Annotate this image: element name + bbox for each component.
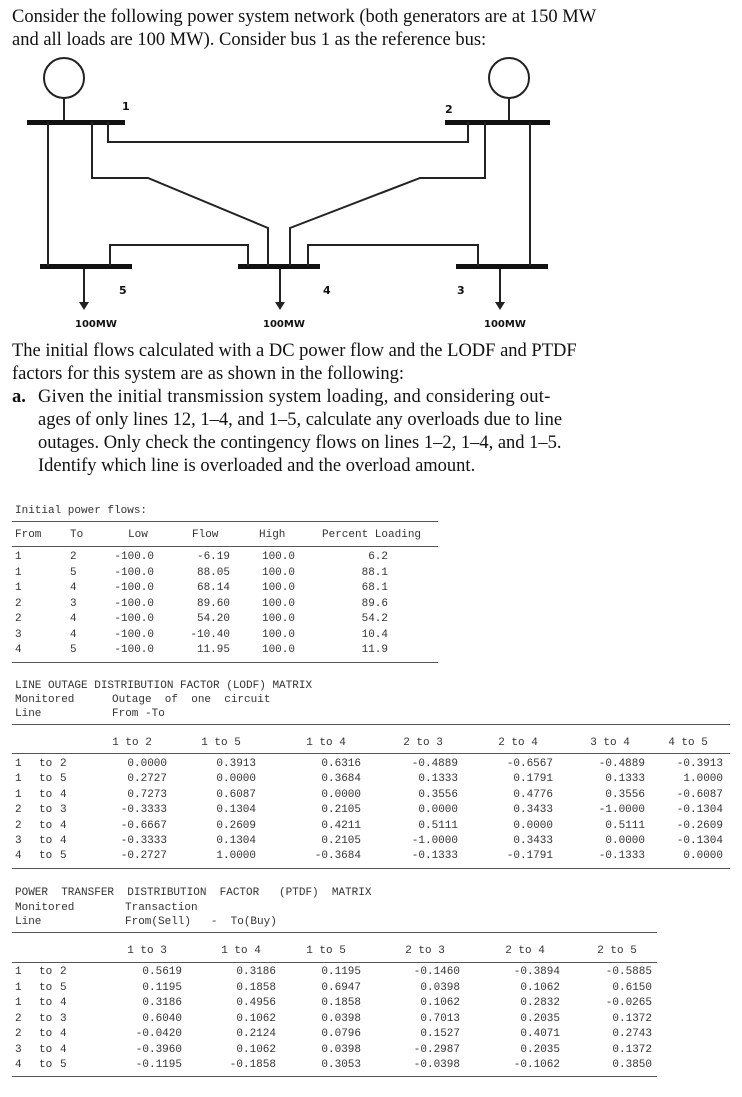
- ptdf-row-from: 1: [15, 966, 22, 978]
- lodf-cell: -0.4889: [411, 758, 458, 770]
- ptdf-cell: 0.2035: [520, 1043, 560, 1056]
- load-label-bus4: 100MW: [263, 319, 305, 330]
- ptdf-cell: -0.3960: [135, 1043, 182, 1056]
- ptdf-row-from: 1: [15, 997, 22, 1009]
- question-a: [12, 386, 732, 478]
- divider: [12, 868, 730, 869]
- ptdf-row-to-word: to: [39, 966, 53, 978]
- initial-flows-cell: 11.9: [361, 644, 388, 656]
- lodf-cell: 0.7273: [127, 788, 167, 801]
- initial-flows-cell: 100.0: [261, 644, 295, 656]
- initial-flows-cell: 2: [70, 551, 77, 563]
- lodf-cell: 0.3433: [513, 835, 553, 847]
- initial-flows-header: Low: [128, 529, 148, 541]
- divider: [12, 546, 438, 547]
- lodf-cell: -0.6567: [506, 758, 553, 770]
- transmission-lines: [48, 122, 530, 266]
- lodf-cell: -0.1304: [676, 804, 723, 817]
- initial-flows-cell: -100.0: [114, 551, 154, 563]
- ptdf-cell: 0.3850: [612, 1059, 652, 1071]
- para1-line-1: The initial flows calculated with a DC power flow and the LODF and PTDF: [12, 341, 577, 361]
- initial-flows-cell: 3: [70, 597, 77, 610]
- initial-flows-cell: 100.0: [261, 551, 295, 563]
- lodf-column-header: 3 to 4: [590, 737, 630, 749]
- ptdf-row-from: 1: [15, 981, 22, 994]
- ptdf-cell: 0.4956: [236, 997, 276, 1009]
- lodf-row-to: 5: [60, 850, 67, 863]
- ptdf-cell: 0.3186: [236, 966, 276, 978]
- ptdf-transaction: Transaction: [125, 902, 198, 914]
- ptdf-cell: 0.3186: [142, 997, 182, 1009]
- ptdf-row-from: 2: [15, 1012, 22, 1025]
- bus-1-bar: [27, 120, 125, 125]
- lodf-cell: 0.2609: [216, 819, 256, 832]
- ptdf-line: Line: [15, 916, 42, 928]
- lodf-row-to-word: to: [39, 835, 53, 847]
- lodf-row-to: 5: [60, 773, 67, 786]
- initial-flows-cell: 1: [15, 551, 22, 563]
- ptdf-row-to: 3: [60, 1012, 67, 1025]
- ptdf-cell: 0.6150: [612, 981, 652, 994]
- initial-flows-cell: 5: [70, 566, 77, 579]
- ptdf-row-to: 5: [60, 981, 67, 994]
- lodf-column-header: 1 to 2: [112, 737, 152, 749]
- initial-flows-cell: 100.0: [261, 628, 295, 641]
- ptdf-cell: 0.2832: [520, 997, 560, 1009]
- ptdf-column-header: 2 to 5: [597, 945, 637, 957]
- question-line-3: outages. Only check the contingency flows on lines 1–2, 1–4, and 1–5.: [38, 433, 562, 453]
- lodf-cell: 0.3684: [321, 773, 361, 786]
- initial-flows-cell: 100.0: [261, 582, 295, 594]
- ptdf-cell: -0.3894: [513, 966, 560, 978]
- ptdf-row-to-word: to: [39, 1043, 53, 1056]
- initial-flows-cell: 4: [70, 628, 77, 641]
- ptdf-cell: 0.1062: [520, 981, 560, 994]
- lodf-outage: Outage of one circuit: [112, 694, 271, 706]
- initial-flows-cell: -100.0: [114, 597, 154, 610]
- ptdf-column-header: 1 to 3: [127, 945, 167, 957]
- lodf-cell: 0.1304: [216, 804, 256, 817]
- lodf-cell: 0.2105: [321, 835, 361, 847]
- ptdf-cell: 0.0398: [321, 1012, 361, 1025]
- initial-flows-header: High: [259, 529, 286, 541]
- lodf-cell: 0.4776: [513, 788, 553, 801]
- lodf-from-to: From -To: [112, 708, 165, 720]
- initial-flows-cell: 100.0: [261, 613, 295, 625]
- lodf-row-to-word: to: [39, 819, 53, 832]
- initial-flows-cell: -100.0: [114, 566, 154, 579]
- question-label: a.: [12, 387, 26, 407]
- ptdf-cell: -0.0398: [413, 1059, 460, 1071]
- ptdf-cell: -0.0420: [135, 1028, 182, 1040]
- bus-label-2: 2: [445, 103, 453, 116]
- lodf-cell: 0.6316: [321, 758, 361, 770]
- ptdf-cell: 0.1195: [142, 981, 182, 994]
- divider: [12, 521, 438, 522]
- ptdf-cell: 0.1195: [321, 966, 361, 978]
- load-label-bus3: 100MW: [484, 319, 526, 330]
- lodf-cell: -0.3913: [676, 758, 723, 770]
- problem-text: [12, 340, 732, 478]
- divider: [12, 724, 730, 725]
- lodf-cell: 0.1333: [605, 773, 645, 786]
- lodf-row-from: 1: [15, 758, 22, 770]
- lodf-row-from: 4: [15, 850, 22, 863]
- initial-flows-header: Flow: [192, 529, 219, 541]
- lodf-monitored: Monitored: [15, 694, 75, 706]
- ptdf-cell: -0.1195: [135, 1059, 182, 1071]
- ptdf-cell: 0.2035: [520, 1012, 560, 1025]
- initial-flows-cell: 54.2: [361, 613, 388, 625]
- ptdf-cell: 0.1372: [612, 1012, 652, 1025]
- ptdf-row-to: 2: [60, 966, 67, 978]
- initial-flows-cell: -100.0: [114, 613, 154, 625]
- lodf-cell: 0.1333: [418, 773, 458, 786]
- lodf-cell: 0.3556: [418, 788, 458, 801]
- lodf-row-to: 4: [60, 788, 67, 801]
- lodf-cell: -1.0000: [598, 804, 645, 817]
- lodf-cell: 0.0000: [683, 850, 723, 863]
- lodf-cell: -0.1304: [676, 835, 723, 847]
- ptdf-cell: -0.1858: [229, 1059, 276, 1071]
- lodf-cell: -0.6087: [676, 788, 723, 801]
- bus-label-1: 1: [122, 100, 130, 113]
- ptdf-cell: 0.1858: [321, 997, 361, 1009]
- divider: [12, 753, 730, 754]
- question-line-4: Identify which line is overloaded and the overload amount.: [38, 456, 476, 476]
- lodf-cell: -0.3333: [120, 835, 167, 847]
- ptdf-cell: 0.4071: [520, 1028, 560, 1040]
- lodf-row-to-word: to: [39, 788, 53, 801]
- lodf-cell: -0.3684: [314, 850, 361, 863]
- ptdf-column-header: 2 to 4: [505, 945, 545, 957]
- initial-flows-cell: 4: [15, 644, 22, 656]
- divider: [12, 662, 438, 663]
- lodf-cell: -1.0000: [411, 835, 458, 847]
- lodf-cell: 1.0000: [216, 850, 256, 863]
- initial-flows-header: To: [70, 529, 84, 541]
- ptdf-cell: -0.1460: [413, 966, 460, 978]
- initial-flows-cell: 4: [70, 582, 77, 594]
- bus-3-bar: [456, 264, 548, 269]
- initial-flows-cell: 4: [70, 613, 77, 625]
- ptdf-row-from: 3: [15, 1043, 22, 1056]
- ptdf-cell: -0.1062: [513, 1059, 560, 1071]
- lodf-cell: -0.1333: [411, 850, 458, 863]
- lodf-cell: 0.1304: [216, 835, 256, 847]
- lodf-cell: 0.3556: [605, 788, 645, 801]
- lodf-row-from: 1: [15, 788, 22, 801]
- lodf-row-to-word: to: [39, 804, 53, 817]
- bus-2-bar: [445, 120, 550, 125]
- ptdf-cell: 0.1062: [236, 1043, 276, 1056]
- lodf-cell: 0.3913: [216, 758, 256, 770]
- lodf-cell: -0.2727: [120, 850, 167, 863]
- initial-flows-header: Percent Loading: [322, 529, 422, 541]
- ptdf-cell: -0.2987: [413, 1043, 460, 1056]
- ptdf-row-from: 4: [15, 1059, 22, 1071]
- ptdf-cell: 0.1372: [612, 1043, 652, 1056]
- lodf-cell: 0.0000: [127, 758, 167, 770]
- ptdf-cell: 0.1062: [236, 1012, 276, 1025]
- load-label-bus5: 100MW: [75, 319, 117, 330]
- ptdf-cell: 0.1527: [420, 1028, 460, 1040]
- lodf-cell: -0.1791: [506, 850, 553, 863]
- ptdf-row-to: 5: [60, 1059, 67, 1071]
- ptdf-title: POWER TRANSFER DISTRIBUTION FACTOR (PTDF) MATRIX: [15, 887, 372, 899]
- intro-line-1: Consider the following power system network (both generators are at 150 MW: [12, 7, 597, 27]
- lodf-row-to-word: to: [39, 773, 53, 786]
- ptdf-column-header: 1 to 5: [306, 945, 346, 957]
- question-line-2: ages of only lines 12, 1–4, and 1–5, calculate any overloads due to line: [38, 410, 563, 430]
- initial-flows-cell: 89.60: [196, 597, 230, 610]
- ptdf-cell: 0.7013: [420, 1012, 460, 1025]
- initial-flows-cell: 68.1: [361, 582, 388, 594]
- lodf-row-to-word: to: [39, 758, 53, 770]
- lodf-cell: 0.0000: [216, 773, 256, 786]
- lodf-cell: 0.1791: [513, 773, 553, 786]
- ptdf-cell: 0.5619: [142, 966, 182, 978]
- ptdf-cell: 0.0398: [420, 981, 460, 994]
- divider: [12, 932, 657, 933]
- initial-flows-cell: 88.05: [196, 566, 230, 579]
- initial-flows-cell: 89.6: [361, 597, 388, 610]
- ptdf-cell: 0.2743: [612, 1028, 652, 1040]
- ptdf-column-header: 1 to 4: [221, 945, 261, 957]
- initial-flows-cell: 68.14: [196, 582, 230, 594]
- ptdf-cell: 0.2124: [236, 1028, 276, 1040]
- ptdf-cell: 0.1858: [236, 981, 276, 994]
- initial-flows-cell: 1: [15, 582, 22, 594]
- lodf-cell: 0.2105: [321, 804, 361, 817]
- ptdf-row-to-word: to: [39, 1059, 53, 1071]
- ptdf-cell: -0.5885: [605, 966, 652, 978]
- lodf-line: Line: [15, 708, 42, 720]
- ptdf-cell: 0.3053: [321, 1059, 361, 1071]
- lodf-cell: 0.4211: [321, 819, 361, 832]
- lodf-row-to: 2: [60, 758, 67, 770]
- bus-label-5: 5: [119, 284, 127, 297]
- initial-flows-cell: -100.0: [114, 628, 154, 641]
- lodf-row-to: 3: [60, 804, 67, 817]
- intro-line-2: and all loads are 100 MW). Consider bus 1 as the reference bus:: [12, 30, 487, 50]
- ptdf-row-to: 4: [60, 1028, 67, 1040]
- initial-flows-cell: -100.0: [114, 644, 154, 656]
- lodf-column-header: 1 to 5: [201, 737, 241, 749]
- bus-5-bar: [40, 264, 132, 269]
- lodf-cell: 0.0000: [321, 788, 361, 801]
- ptdf-row-to-word: to: [39, 997, 53, 1009]
- initial-flows-cell: 5: [70, 644, 77, 656]
- ptdf-row-to-word: to: [39, 1012, 53, 1025]
- lodf-column-header: 2 to 3: [403, 737, 443, 749]
- ptdf-monitored: Monitored: [15, 902, 75, 914]
- lodf-title: LINE OUTAGE DISTRIBUTION FACTOR (LODF) MATRIX: [15, 680, 313, 692]
- lodf-cell: 0.3433: [513, 804, 553, 817]
- question-line-1: Given the initial transmission system loading, and considering out-: [38, 387, 551, 407]
- lodf-column-header: 4 to 5: [668, 737, 708, 749]
- ptdf-column-header: 2 to 3: [405, 945, 445, 957]
- initial-flows-cell: 54.20: [196, 613, 230, 625]
- initial-flows-cell: 3: [15, 628, 22, 641]
- initial-flows-cell: 1: [15, 566, 22, 579]
- lodf-cell: -0.2609: [676, 819, 723, 832]
- lodf-column-header: 1 to 4: [306, 737, 346, 749]
- lodf-row-from: 1: [15, 773, 22, 786]
- initial-flows-cell: -10.40: [190, 628, 230, 641]
- lodf-cell: 0.0000: [513, 819, 553, 832]
- initial-flows-cell: 10.4: [361, 628, 388, 641]
- lodf-cell: 0.0000: [418, 804, 458, 817]
- ptdf-cell: 0.1062: [420, 997, 460, 1009]
- ptdf-row-to: 4: [60, 997, 67, 1009]
- intro-paragraph: [12, 6, 732, 52]
- lodf-cell: 0.5111: [605, 819, 645, 832]
- initial-flows-cell: 11.95: [196, 644, 230, 656]
- lodf-row-from: 3: [15, 835, 22, 847]
- generator-2-icon: [489, 58, 529, 98]
- lodf-cell: -0.1333: [598, 850, 645, 863]
- initial-flows-cell: 100.0: [261, 597, 295, 610]
- initial-flows-cell: 2: [15, 613, 22, 625]
- lodf-row-to-word: to: [39, 850, 53, 863]
- lodf-cell: 1.0000: [683, 773, 723, 786]
- ptdf-from-to: From(Sell) - To(Buy): [125, 916, 277, 928]
- initial-flows-cell: 88.1: [361, 566, 388, 579]
- lodf-cell: 0.6087: [216, 788, 256, 801]
- lodf-cell: -0.6667: [120, 819, 167, 832]
- load-arrows: [79, 269, 505, 310]
- ptdf-row-to-word: to: [39, 981, 53, 994]
- generator-1-icon: [44, 58, 84, 98]
- lodf-cell: 0.5111: [418, 819, 458, 832]
- ptdf-row-to: 4: [60, 1043, 67, 1056]
- lodf-row-to: 4: [60, 819, 67, 832]
- ptdf-cell: 0.6040: [142, 1012, 182, 1025]
- ptdf-row-from: 2: [15, 1028, 22, 1040]
- initial-flows-title: Initial power flows:: [15, 505, 148, 517]
- lodf-row-to: 4: [60, 835, 67, 847]
- lodf-row-from: 2: [15, 804, 22, 817]
- bus-label-4: 4: [323, 284, 331, 297]
- lodf-column-header: 2 to 4: [498, 737, 538, 749]
- initial-flows-cell: -100.0: [114, 582, 154, 594]
- bus-label-3: 3: [457, 284, 465, 297]
- initial-flows-cell: 100.0: [261, 566, 295, 579]
- ptdf-cell: 0.0398: [321, 1043, 361, 1056]
- lodf-cell: -0.4889: [598, 758, 645, 770]
- ptdf-row-to-word: to: [39, 1028, 53, 1040]
- initial-flows-header: From: [15, 529, 42, 541]
- ptdf-cell: 0.6947: [321, 981, 361, 994]
- ptdf-cell: -0.0265: [605, 997, 652, 1009]
- initial-flows-cell: -6.19: [196, 551, 230, 563]
- power-system-diagram: [0, 52, 742, 337]
- divider: [12, 962, 657, 963]
- ptdf-cell: 0.0796: [321, 1028, 361, 1040]
- lodf-cell: -0.3333: [120, 804, 167, 817]
- divider: [12, 1076, 657, 1077]
- para1-line-2: factors for this system are as shown in the following:: [12, 364, 405, 384]
- lodf-cell: 0.0000: [605, 835, 645, 847]
- initial-flows-cell: 6.2: [368, 551, 388, 563]
- initial-flows-cell: 2: [15, 597, 22, 610]
- lodf-cell: 0.2727: [127, 773, 167, 786]
- lodf-row-from: 2: [15, 819, 22, 832]
